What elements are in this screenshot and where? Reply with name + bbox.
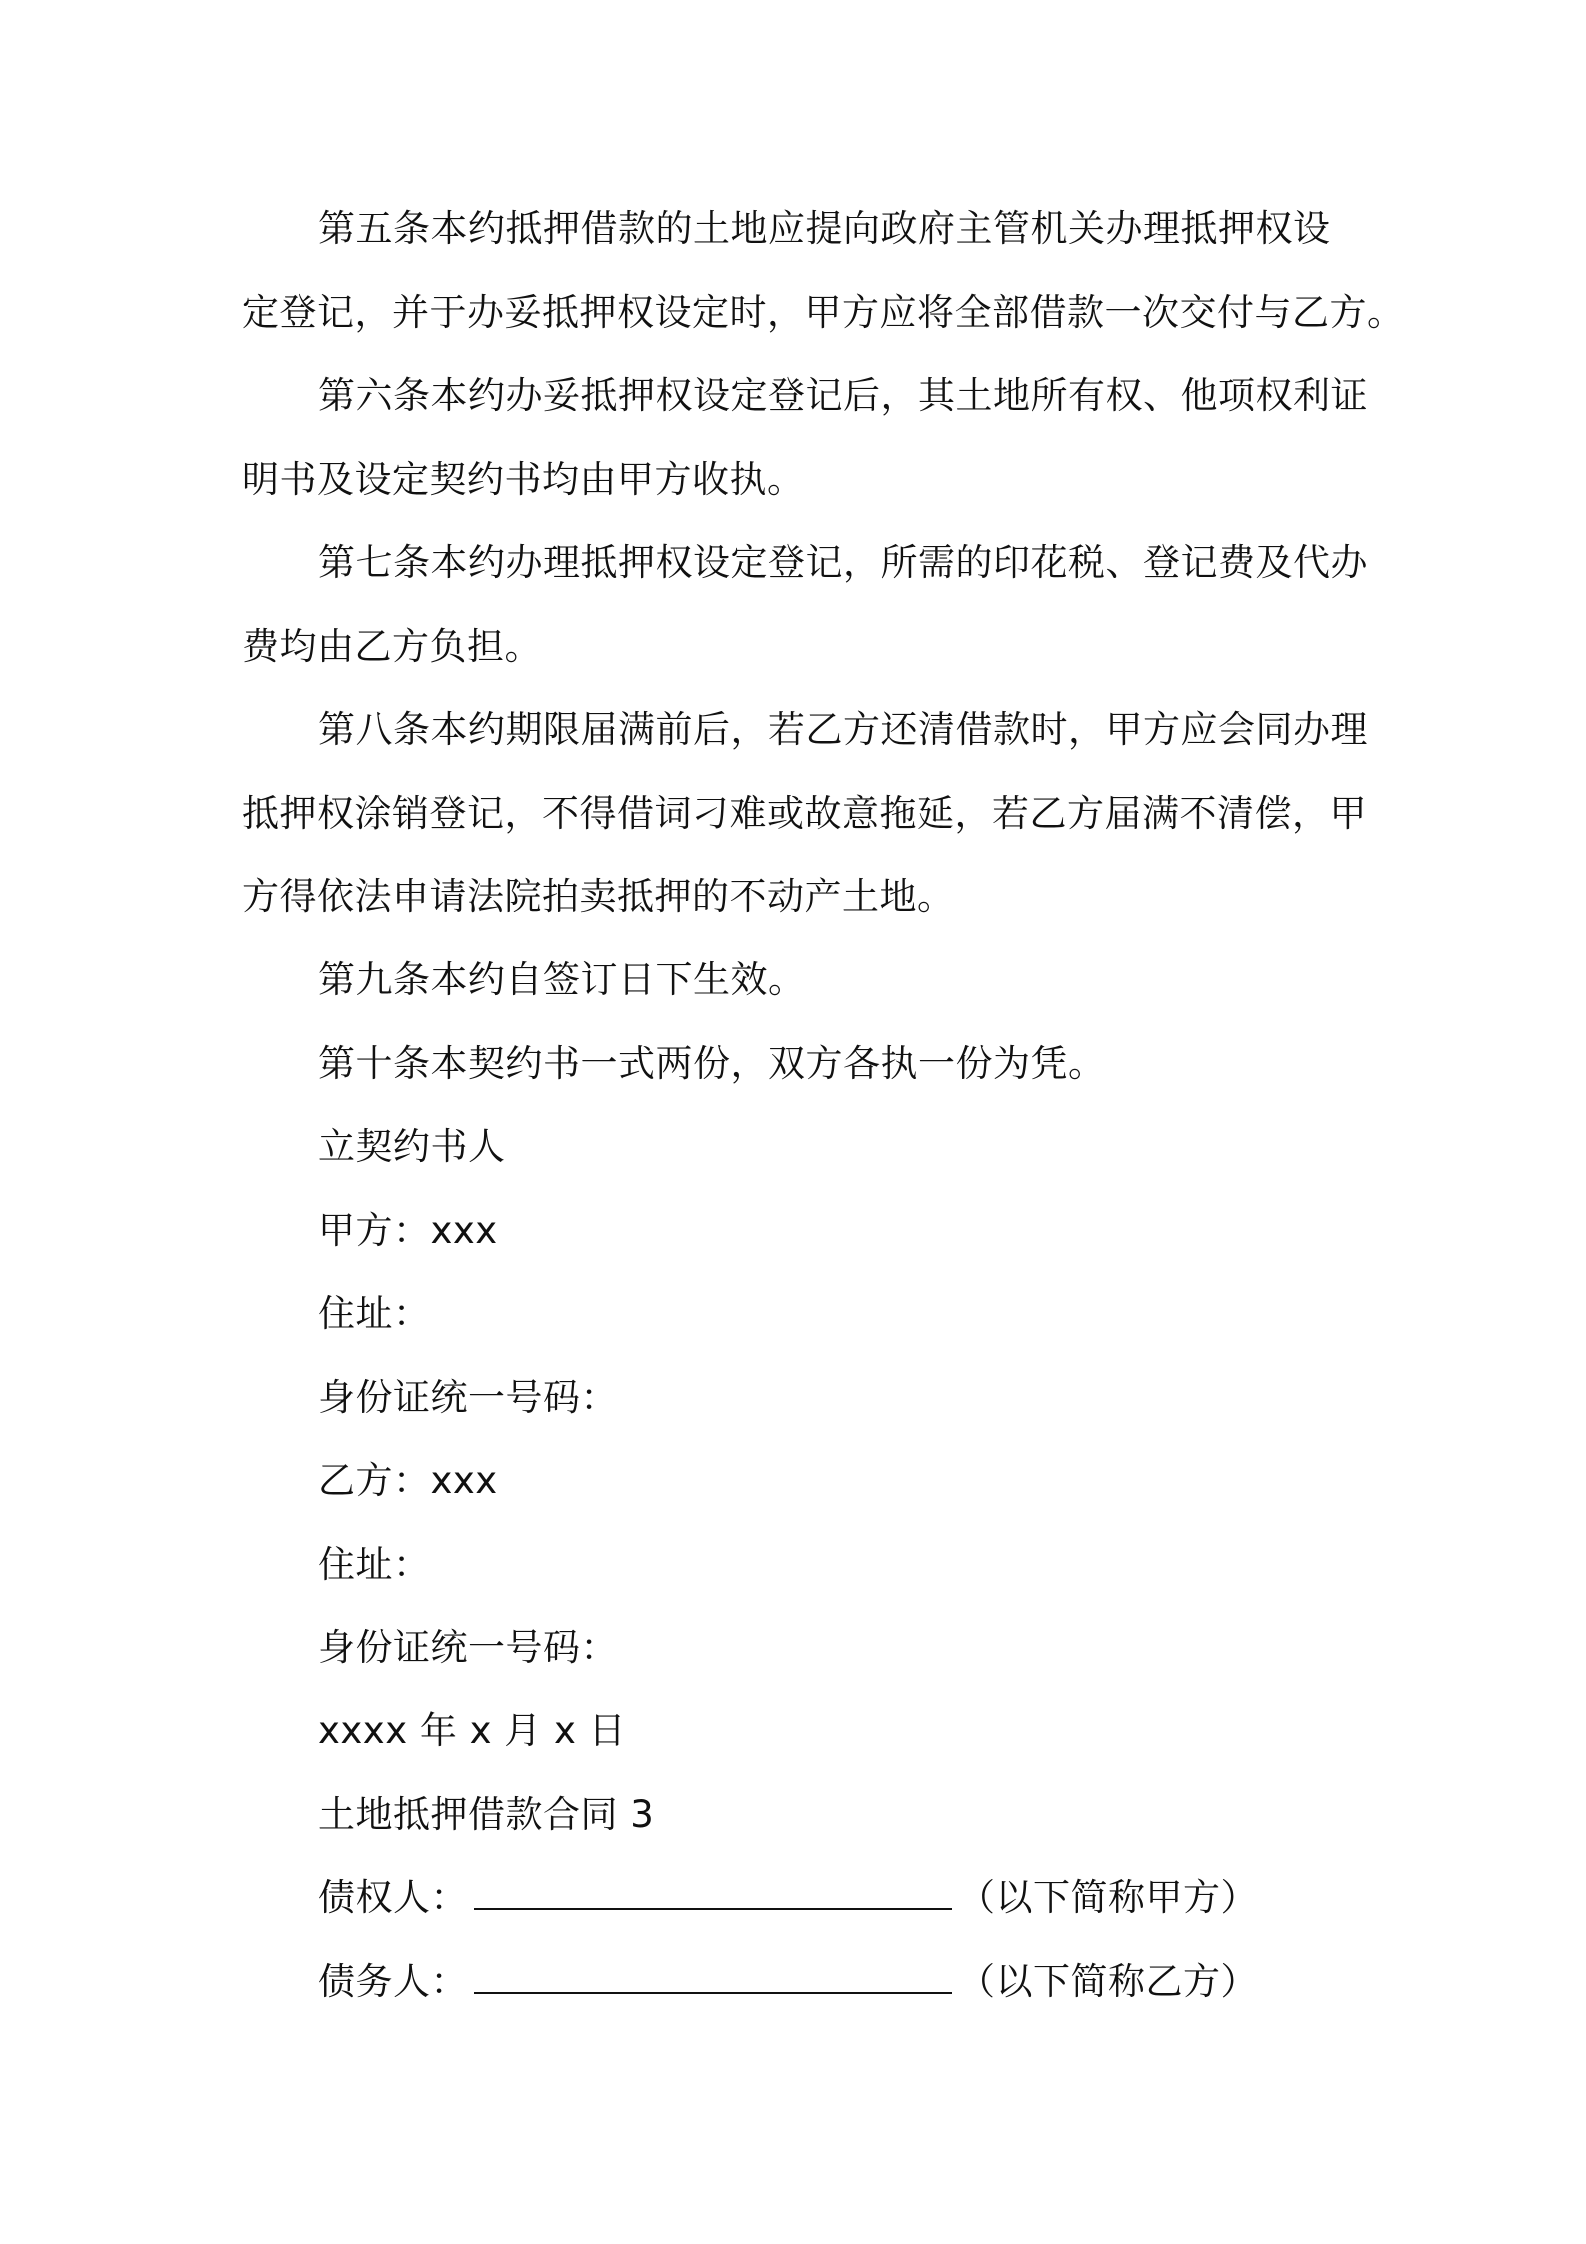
debtor-label: 债务人： [318,1960,468,2003]
party-a-address: 住址： [318,1292,431,1335]
party-b-id-number: 身份证统一号码： [318,1626,618,1669]
debtor-blank [474,1958,952,1994]
debtor-line [318,1957,1258,2007]
party-b-address: 住址： [318,1543,431,1586]
article-9: 第九条本约自签订日下生效。 [318,958,806,1001]
article-10: 第十条本契约书一式两份，双方各执一份为凭。 [318,1042,1106,1085]
signing-date: xxxx 年 x 月 x 日 [318,1709,627,1752]
article-6-line-1: 第六条本约办妥抵押权设定登记后，其土地所有权、他项权利证 [318,374,1368,417]
party-a-id-number: 身份证统一号码： [318,1376,618,1419]
creditor-blank [474,1874,952,1910]
party-a: 甲方：xxx [318,1209,498,1252]
article-8-line-1: 第八条本约期限届满前后，若乙方还清借款时，甲方应会同办理 [318,708,1368,751]
article-7-line-2: 费均由乙方负担。 [242,625,542,668]
creditor-line [318,1873,1258,1923]
article-5-line-2: 定登记，并于办妥抵押权设定时，甲方应将全部借款一次交付与乙方。 [242,291,1405,334]
article-7-line-1: 第七条本约办理抵押权设定登记，所需的印花税、登记费及代办 [318,541,1368,584]
contract-3-title: 土地抵押借款合同 3 [318,1793,655,1836]
article-5-line-1: 第五条本约抵押借款的土地应提向政府主管机关办理抵押权设 [318,207,1331,250]
article-8-line-2: 抵押权涂销登记，不得借词刁难或故意拖延，若乙方届满不清偿，甲 [242,792,1367,835]
signatories-heading: 立契约书人 [318,1125,506,1168]
party-b: 乙方：xxx [318,1459,498,1502]
creditor-note: （以下简称甲方） [958,1876,1258,1919]
creditor-label: 债权人： [318,1876,468,1919]
debtor-note: （以下简称乙方） [958,1960,1258,2003]
article-8-line-3: 方得依法申请法院拍卖抵押的不动产土地。 [242,875,955,918]
article-6-line-2: 明书及设定契约书均由甲方收执。 [242,458,805,501]
